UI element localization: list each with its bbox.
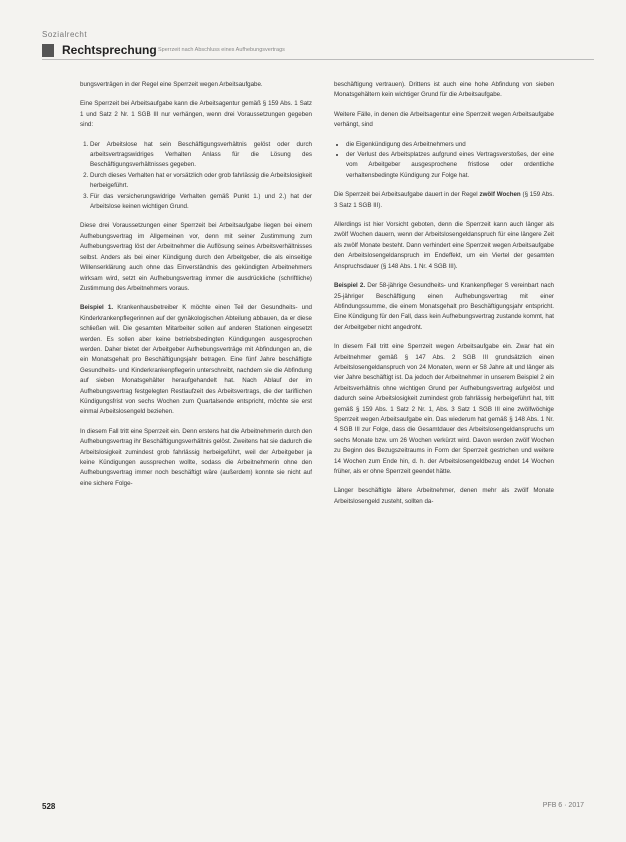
right-paragraph-2: Weitere Fälle, in denen die Arbeitsagentur eine Sperrzeit wegen Arbeitsaufgabe verhängt, sind [334, 110, 554, 129]
right-paragraph-3 [334, 190, 554, 211]
left-paragraph-4: In diesem Fall tritt eine Sperrzeit ein. Denn erstens hat die Arbeitnehmerin durch den Aufhebungsvertrag ihr Beschäftigungsverhältnis gelöst. Zweitens hat sie dadurch die Arbeitslosigkeit zumindest grob fahrlässig herbeigeführt, weil der Arbeitgeber ja keine Kündigungen aussprechen wollte, sodass die Arbeitnehmerin ohne den Aufhebungsvertrag immer noch beschäftigt wäre (außerdem) konnte sie nicht auf eine sichere Folge- [80, 427, 312, 487]
right-column [334, 80, 554, 516]
right-paragraph-6: Länger beschäftigte ältere Arbeitnehmer, denen mehr als zwölf Monate Arbeitslosengeld zusteht, sollten da- [334, 487, 554, 505]
example-1-text: Krankenhausbetreiber K möchte einen Teil der Gesundheits- und Kinderkrankenpflegerinnen auf der gynäkologischen Abteilung abbauen, da er diese schließen will. Die gesamten Mitarbeiter sollen auf anderen Stationen eingesetzt werden. Es sollen aber keine betriebsbedingten Kündigungen ausgesprochen werden. Daher bietet der Arbeitgeber Aufhebungsverträge mit Abfindungen an, die ein Monatsgehalt pro Beschäftigungsjahr betragen. Eine fünf Jahre beschäftigte Gesundheits- und Kinderkrankenpflegerin unterschreibt, nachdem sie die Abfindung auf sieben Monatsgehälter heraufgehandelt hat. Nach Ablauf der im Aufhebungsvertrag festgelegten Restlaufzeit des Arbeitsvertrags, die der tariflichen Kündigungsfrist von sechs Wochen zum Quartalsende entspricht, möchte sie erst einmal Arbeitslosengeld beziehen. [80, 304, 312, 416]
right-paragraph-1: beschäftigung vertrauen). Drittens ist auch eine hohe Abfindung von sieben Monatsgehältern kein wichtiger Grund für die Arbeitsaufgabe. [334, 81, 554, 99]
example-2-label: Beispiel 2. [334, 282, 366, 290]
header-divider [42, 59, 594, 60]
left-paragraph-2: Eine Sperrzeit bei Arbeitsaufgabe kann die Arbeitsagentur gemäß § 159 Abs. 1 Satz 1 und Satz 2 Nr. 1 SGB III nur verhängen, wenn drei Voraussetzungen gegeben sind: [80, 100, 312, 129]
list-item: 2. Durch dieses Verhalten hat er vorsätzlich oder grob fahrlässig die Arbeitslosigkeit herbeigeführt. [90, 171, 312, 192]
list-item: 3. Für das versicherungswidrige Verhalten gemäß Punkt 1.) und 2.) hat der Arbeitslose keinen wichtigen Grund. [90, 192, 312, 213]
example-2-text: Der 58-jährige Gesundheits- und Krankenpfleger S vereinbart nach 25-jähriger Beschäftigung einen Aufhebungsvertrag mit einer Abfindungssumme, die einem Monatsgehalt pro Beschäftigungsjahr entspricht. Eine Kündigung für den Fall, dass kein Aufhebungsvertrag zustande kommt, hat der Arbeitgeber nicht angedroht. [334, 282, 555, 331]
example-1-label: Beispiel 1. [80, 304, 114, 312]
right-paragraph-5: In diesem Fall tritt eine Sperrzeit wegen Arbeitsaufgabe ein. Zwar hat ein Arbeitnehmer gemäß § 147 Abs. 2 SGB III grundsätzlich einen Arbeitslosengeldanspruch von 24 Monaten, wenn er 58 Jahre alt und länger als vier Jahre beschäftigt ist. Da jedoch der Arbeitnehmer in unserem Beispiel 2 ein Arbeitsverhältnis ohne wichtigen Grund per Aufhebungsvertrag aufgelöst und dadurch seine Arbeitslosigkeit zumindest grob fahrlässig herbeigeführt hat, tritt gemäß § 159 Abs. 1 Satz 2 Nr. 1, Abs. 3 Satz 1 SGB III eine zwölfwöchige Sperrzeit wegen Arbeitsaufgabe ein. Das wiederum hat gemäß § 148 Abs. 1 Nr. 4 SGB III zur Folge, dass die Gesamtdauer des Arbeitslosengeldanspruchs um sechs Monate bzw. um 26 Wochen verkürzt wird. Davon werden zwölf Wochen zu Beginn des Bezugszeitraums in Form der Sperrzeit gestrichen und weitere 14 Wochen zum Ende hin, d. h. der Arbeitslosengeldbezug endet 14 Wochen früher, als er ohne Sperrzeit geendet hätte. [334, 343, 554, 475]
header-marker [42, 44, 54, 57]
list-item: 1. Der Arbeitslose hat sein Beschäftigungsverhältnis gelöst oder durch arbeitsvertragswidriges Verhalten Anlass für die Lösung des Beschäftigungsverhältnisses gegeben. [90, 140, 312, 171]
list-item: • die Eigenkündigung des Arbeitnehmers und [346, 140, 554, 150]
left-column [80, 80, 312, 498]
list-item: • der Verlust des Arbeitsplatzes aufgrund eines Vertragsverstoßes, der eine vom Arbeitgeber ausgesprochene fristlose oder ordentliche verhaltensbedingte Kündigung zur Folge hat. [346, 150, 554, 181]
journal-footer: PFB 6 · 2017 [542, 802, 584, 809]
left-paragraph-3: Diese drei Voraussetzungen einer Sperrzeit bei Arbeitsaufgabe liegen bei einem Aufhebungsvertrag im Allgemeinen vor, denn mit seiner Zustimmung zum Aufhebungsvertrag löst der Arbeitnehmer die Auflösung seines Arbeitsverhältnisses selbst. Anders als bei einer Kündigung durch den Arbeitgeber, die als einseitige Willenserklärung auch ohne das Einverständnis des gekündigten Arbeitnehmers wirksam wird, setzt ein Aufhebungsvertrag immer die ausdrückliche (schriftliche) Zustimmung des Arbeitnehmers voraus. [80, 222, 312, 292]
left-paragraph-1: bungsverträgen in der Regel eine Sperrzeit wegen Arbeitsaufgabe. [80, 81, 263, 88]
page-title: Rechtsprechung [62, 43, 157, 57]
cases-list [334, 140, 554, 182]
section-label: Sozialrecht [42, 30, 88, 39]
right-paragraph-4: Allerdings ist hier Vorsicht geboten, denn die Sperrzeit kann auch länger als zwölf Wochen dauern, wenn der Arbeitslosengeldanspruch für eine längere Zeit als zwölf Monate besteht. Dann verhindert eine Sperrzeit wegen Arbeitsaufgabe den Arbeitslosengeldanspruch im Endeffekt, um ein Viertel der gesamten Anspruchsdauer (§ 148 Abs. 1 Nr. 4 SGB III). [334, 221, 554, 270]
example-1 [80, 303, 312, 417]
text-span: (§ 159 Abs. 3 Satz 1 SGB III). [334, 191, 554, 209]
text-span: Die Sperrzeit bei Arbeitsaufgabe dauert in der Regel [334, 191, 480, 199]
page-subtitle: Sperrzeit nach Abschluss eines Aufhebungsvertrags [158, 47, 285, 53]
requirements-list [80, 140, 312, 213]
page-number: 528 [42, 802, 56, 811]
header-bar [42, 42, 594, 60]
sperrzeit-duration: zwölf Wochen [479, 191, 521, 199]
example-2 [334, 281, 554, 333]
